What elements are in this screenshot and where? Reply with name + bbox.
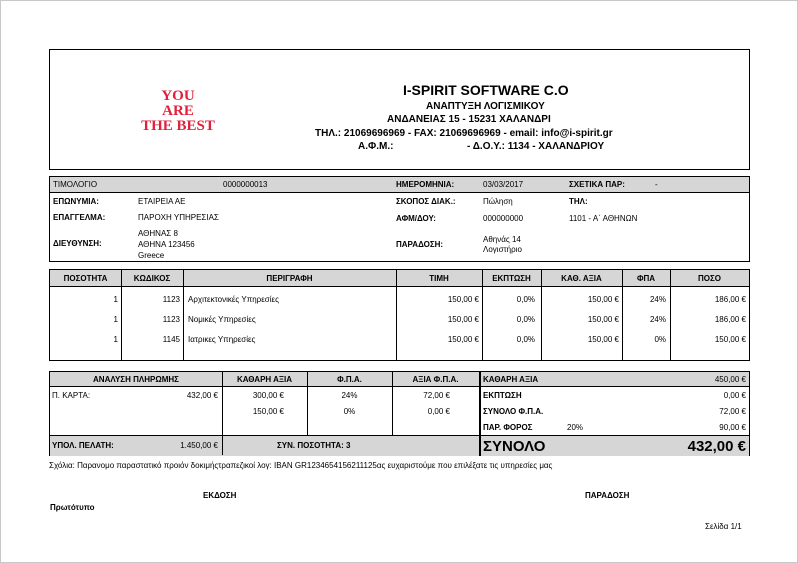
row-price: 150,00 € <box>447 335 479 344</box>
date-value: 03/03/2017 <box>483 180 524 189</box>
original-label: Πρωτότυπο <box>50 503 95 512</box>
logo-line-2: ARE <box>162 103 194 119</box>
col-header-qty: ΠΟΣΟΤΗΤΑ <box>63 274 108 283</box>
logo-line-3: THE BEST <box>141 118 215 134</box>
col-header-code: ΚΩΔΙΚΟΣ <box>133 274 171 283</box>
col-header-net: ΚΑΘ. ΑΞΙΑ <box>561 274 602 283</box>
vat-value-header: ΑΞΙΑ Φ.Π.Α. <box>412 375 459 384</box>
col-header-description: ΠΕΡΙΓΡΑΦΗ <box>266 274 313 283</box>
col-header-price: ΤΙΜΗ <box>429 274 449 283</box>
comments: Σχόλια: Παρανομο παραστατικό προιόν δοκιμήςτραπεζικοί λογ: IBAN GR1234654156211125ας ευχαριστούμε που επιλέξατε τις υπηρεσίες μας <box>49 461 553 470</box>
row-vat: 24% <box>649 315 666 324</box>
address-line-1: ΑΘΗΝΑΣ 8 <box>138 229 178 238</box>
customer-name-label: ΕΠΩΝΥΜΙΑ: <box>53 197 99 206</box>
doy-value: 1101 - Α΄ ΑΘΗΝΩΝ <box>569 214 638 223</box>
withholding-rate: 20% <box>567 423 584 432</box>
row-discount: 0,0% <box>516 315 535 324</box>
company-address: ΑΝΔΑΝΕΙΑΣ 15 - 15231 ΧΑΛΑΝΔΡΙ <box>387 114 551 125</box>
totals-vat-label: ΣΥΝΟΛΟ Φ.Π.Α. <box>483 407 544 416</box>
vat-row-net: 300,00 € <box>252 391 284 400</box>
customer-name: ΕΤΑΙΡΕΙΑ ΑΕ <box>138 197 186 206</box>
company-afm-label: Α.Φ.Μ.: <box>358 141 394 152</box>
company-doy: - Δ.Ο.Υ.: 1134 - ΧΑΛΑΝΔΡΙΟΥ <box>467 141 605 152</box>
analysis-header: ΑΝΑΛΥΣΗ ΠΛΗΡΩΜΗΣ <box>93 375 179 384</box>
page-number: Σελίδα 1/1 <box>705 522 742 531</box>
delivery-signature-label: ΠΑΡΑΔΟΣΗ <box>585 491 630 500</box>
afm-label: ΑΦΜ/ΔΟΥ: <box>396 214 436 223</box>
logo-line-1: YOU <box>161 88 195 104</box>
row-net: 150,00 € <box>587 295 619 304</box>
row-discount: 0,0% <box>516 335 535 344</box>
balance-value: 1.450,00 € <box>180 441 218 450</box>
payment-method: Π. ΚΑΡΤΑ: <box>52 391 91 400</box>
net-header: ΚΑΘΑΡΗ ΑΞΙΑ <box>236 375 293 384</box>
totals-vat: 72,00 € <box>719 407 746 416</box>
delivery-label: ΠΑΡΑΔΟΣΗ: <box>396 240 444 249</box>
company-name: I-SPIRIT SOFTWARE C.O <box>403 82 569 98</box>
row-code: 1123 <box>162 315 180 324</box>
balance-label: ΥΠΟΛ. ΠΕΛΑΤΗ: <box>52 441 114 450</box>
company-activity: ΑΝΑΠΤΥΞΗ ΛΟΓΙΣΜΙΚΟΥ <box>426 101 545 112</box>
totals-discount: 0,00 € <box>723 391 746 400</box>
row-amount: 150,00 € <box>714 335 746 344</box>
vat-row-net: 150,00 € <box>252 407 284 416</box>
withholding-label: ΠΑΡ. ΦΟΡΟΣ <box>483 423 533 432</box>
items-table <box>49 269 750 361</box>
row-net: 150,00 € <box>587 315 619 324</box>
totals-box <box>480 371 750 456</box>
totals-net: 450,00 € <box>714 375 746 384</box>
totals-discount-label: ΕΚΠΤΩΣΗ <box>483 391 522 400</box>
vat-row-value: 0,00 € <box>427 407 450 416</box>
company-header <box>49 49 750 170</box>
payment-method-amount: 432,00 € <box>186 391 218 400</box>
col-header-discount: ΕΚΠΤΩΣΗ <box>492 274 531 283</box>
delivery-line-2: Λογιστήριο <box>483 245 522 254</box>
col-header-vat: ΦΠΑ <box>636 274 656 283</box>
customer-info-box <box>49 176 750 262</box>
vat-row-rate: 0% <box>343 407 356 416</box>
company-contact: ΤΗΛ.: 21069696969 - FAX: 21069696969 - email: info@i-spirit.gr <box>315 128 613 139</box>
row-code: 1145 <box>162 335 180 344</box>
purpose-value: Πώληση <box>483 197 513 206</box>
row-qty: 1 <box>113 295 118 304</box>
related-value: - <box>655 180 658 189</box>
job-value: ΠΑΡΟΧΗ ΥΠΗΡΕΣΙΑΣ <box>138 213 219 222</box>
date-label: ΗΜΕΡΟΜΗΝΙΑ: <box>396 180 455 189</box>
delivery-line-1: Αθηνάς 14 <box>483 235 521 244</box>
row-description: Νομικές Υπηρεσίες <box>188 315 256 324</box>
issue-label: ΕΚΔΟΣΗ <box>203 491 237 500</box>
related-label: ΣΧΕΤΙΚΑ ΠΑΡ: <box>569 180 625 189</box>
row-description: Ιατρικες Υπηρεσίες <box>188 335 256 344</box>
row-discount: 0,0% <box>516 295 535 304</box>
address-line-2: ΑΘΗΝΑ 123456 <box>138 240 195 249</box>
row-qty: 1 <box>113 315 118 324</box>
vat-header: Φ.Π.Α. <box>337 375 362 384</box>
row-price: 150,00 € <box>447 315 479 324</box>
company-logo <box>118 89 238 134</box>
row-vat: 0% <box>654 335 666 344</box>
withholding-value: 90,00 € <box>719 423 746 432</box>
row-code: 1123 <box>162 295 180 304</box>
vat-row-rate: 24% <box>341 391 358 400</box>
row-amount: 186,00 € <box>714 295 746 304</box>
row-qty: 1 <box>113 335 118 344</box>
address-line-3: Greece <box>138 251 165 260</box>
row-price: 150,00 € <box>447 295 479 304</box>
grand-total-value: 432,00 € <box>687 438 746 455</box>
job-label: ΕΠΑΓΓΕΛΜΑ: <box>53 213 106 222</box>
totals-net-label: ΚΑΘΑΡΗ ΑΞΙΑ <box>483 375 539 384</box>
qty-total <box>277 441 350 450</box>
purpose-label: ΣΚΟΠΟΣ ΔΙΑΚ.: <box>396 197 456 206</box>
afm-value: 000000000 <box>483 214 524 223</box>
col-header-amount: ΠΟΣΟ <box>697 274 722 283</box>
vat-row-value: 72,00 € <box>423 391 450 400</box>
row-net: 150,00 € <box>587 335 619 344</box>
phone-label: ΤΗΛ: <box>569 197 588 206</box>
row-description: Αρχιτεκτονικές Υπηρεσίες <box>188 295 279 304</box>
row-vat: 24% <box>649 295 666 304</box>
qty-total-text: ΣΥΝ. ΠΟΣΟΤΗΤΑ: 3 <box>277 441 351 450</box>
grand-total-label: ΣΥΝΟΛΟ <box>483 438 546 455</box>
doc-number: 0000000013 <box>223 180 268 189</box>
row-amount: 186,00 € <box>714 315 746 324</box>
address-label: ΔΙΕΥΘΥΝΣΗ: <box>53 239 102 248</box>
payment-analysis-box <box>49 371 480 456</box>
doc-type: ΤΙΜΟΛΟΓΙΟ <box>53 180 98 189</box>
